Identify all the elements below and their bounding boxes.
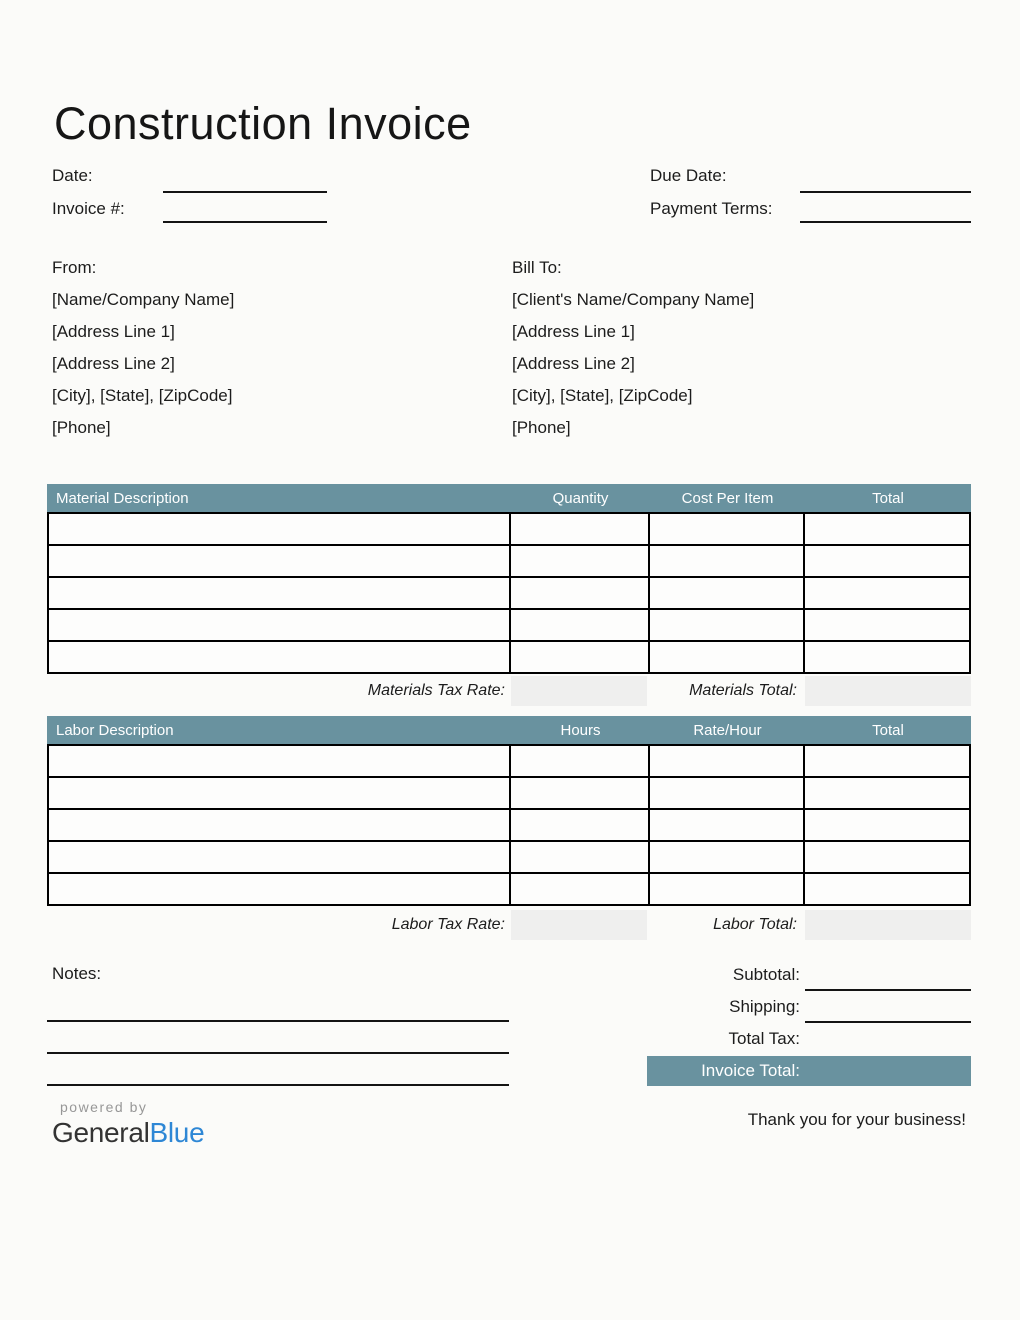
bill-to-address2-line: [Address Line 2] [512, 354, 635, 373]
subtotal-input-line[interactable] [805, 989, 971, 991]
bill-to-company-line: [Client's Name/Company Name] [512, 290, 755, 309]
table-row [49, 746, 969, 778]
table-cell[interactable] [805, 610, 969, 640]
labor-total-field[interactable] [805, 910, 971, 940]
notes-line[interactable] [47, 1052, 509, 1054]
table-cell[interactable] [49, 842, 511, 872]
invoice-total-label: Invoice Total: [701, 1061, 800, 1080]
materials-table-body [47, 512, 971, 674]
table-cell[interactable] [49, 746, 511, 776]
shipping-input-line[interactable] [805, 1021, 971, 1023]
payment-terms-label: Payment Terms: [650, 199, 773, 218]
table-cell[interactable] [49, 514, 511, 544]
table-cell[interactable] [49, 810, 511, 840]
notes-line[interactable] [47, 1020, 509, 1022]
table-row [49, 546, 969, 578]
table-cell[interactable] [650, 810, 805, 840]
table-cell[interactable] [49, 874, 511, 904]
materials-table-header [47, 484, 971, 512]
date-input-line[interactable] [163, 191, 327, 193]
table-row [49, 874, 969, 904]
table-cell[interactable] [805, 642, 969, 672]
table-cell[interactable] [805, 778, 969, 808]
from-label: From: [52, 258, 97, 277]
notes-line[interactable] [47, 1084, 509, 1086]
from-address2-line: [Address Line 2] [52, 354, 175, 373]
due-date-input-line[interactable] [800, 191, 971, 193]
table-cell[interactable] [511, 578, 650, 608]
table-cell[interactable] [805, 578, 969, 608]
table-cell[interactable] [650, 842, 805, 872]
table-cell[interactable] [650, 778, 805, 808]
labor-total-header: Total [872, 721, 904, 739]
due-date-label: Due Date: [650, 166, 727, 185]
table-row [49, 842, 969, 874]
invoice-total-bar [647, 1056, 971, 1086]
table-cell[interactable] [511, 842, 650, 872]
quantity-header: Quantity [552, 489, 609, 507]
table-cell[interactable] [511, 874, 650, 904]
table-cell[interactable] [650, 578, 805, 608]
logo-general-text: General [52, 1117, 150, 1148]
table-cell[interactable] [511, 810, 650, 840]
invoice-number-label: Invoice #: [52, 199, 125, 218]
total-tax-label: Total Tax: [728, 1029, 800, 1048]
table-cell[interactable] [511, 610, 650, 640]
table-cell[interactable] [650, 546, 805, 576]
table-row [49, 610, 969, 642]
table-row [49, 642, 969, 672]
table-row [49, 810, 969, 842]
table-cell[interactable] [49, 610, 511, 640]
table-cell[interactable] [650, 874, 805, 904]
table-cell[interactable] [511, 746, 650, 776]
table-cell[interactable] [805, 546, 969, 576]
labor-table-body [47, 744, 971, 906]
bill-to-phone-line: [Phone] [512, 418, 571, 437]
table-row [49, 578, 969, 610]
hours-header: Hours [560, 721, 601, 739]
payment-terms-input-line[interactable] [800, 221, 971, 223]
table-cell[interactable] [511, 642, 650, 672]
page-title: Construction Invoice [54, 98, 472, 149]
bill-to-city-line: [City], [State], [ZipCode] [512, 386, 693, 405]
from-phone-line: [Phone] [52, 418, 111, 437]
thank-you-text: Thank you for your business! [747, 1110, 966, 1129]
powered-by-text: powered by [60, 1099, 148, 1115]
materials-total-header: Total [872, 489, 904, 507]
table-cell[interactable] [49, 642, 511, 672]
table-cell[interactable] [805, 746, 969, 776]
table-cell[interactable] [511, 514, 650, 544]
from-company-line: [Name/Company Name] [52, 290, 235, 309]
materials-tax-rate-label: Materials Tax Rate: [367, 682, 505, 699]
table-cell[interactable] [650, 746, 805, 776]
table-row [49, 514, 969, 546]
materials-total-field[interactable] [805, 676, 971, 706]
general-blue-logo [52, 1117, 204, 1149]
table-cell[interactable] [49, 578, 511, 608]
from-city-line: [City], [State], [ZipCode] [52, 386, 233, 405]
logo-blue-text: Blue [149, 1117, 205, 1148]
bill-to-section [512, 252, 754, 444]
table-cell[interactable] [511, 546, 650, 576]
shipping-label: Shipping: [729, 997, 800, 1016]
labor-total-label: Labor Total: [713, 916, 797, 933]
material-description-header: Material Description [56, 489, 189, 507]
invoice-total-value-field[interactable] [807, 1056, 967, 1086]
table-cell[interactable] [650, 514, 805, 544]
table-cell[interactable] [805, 810, 969, 840]
date-label: Date: [52, 166, 93, 185]
materials-total-label: Materials Total: [689, 682, 797, 699]
table-cell[interactable] [49, 778, 511, 808]
from-section [52, 252, 234, 444]
table-cell[interactable] [805, 842, 969, 872]
table-row [49, 778, 969, 810]
table-cell[interactable] [650, 642, 805, 672]
bill-to-address1-line: [Address Line 1] [512, 322, 635, 341]
subtotal-label: Subtotal: [732, 965, 800, 984]
labor-description-header: Labor Description [56, 721, 174, 739]
rate-per-hour-header: Rate/Hour [693, 721, 762, 739]
invoice-number-input-line[interactable] [163, 221, 327, 223]
labor-tax-rate-label: Labor Tax Rate: [391, 916, 505, 933]
labor-table-header [47, 716, 971, 744]
cost-per-item-header: Cost Per Item [681, 489, 774, 507]
table-cell[interactable] [650, 610, 805, 640]
from-address1-line: [Address Line 1] [52, 322, 175, 341]
table-cell[interactable] [805, 514, 969, 544]
bill-to-label: Bill To: [512, 258, 562, 277]
table-cell[interactable] [805, 874, 969, 904]
table-cell[interactable] [511, 778, 650, 808]
notes-label: Notes: [52, 964, 102, 983]
table-cell[interactable] [49, 546, 511, 576]
